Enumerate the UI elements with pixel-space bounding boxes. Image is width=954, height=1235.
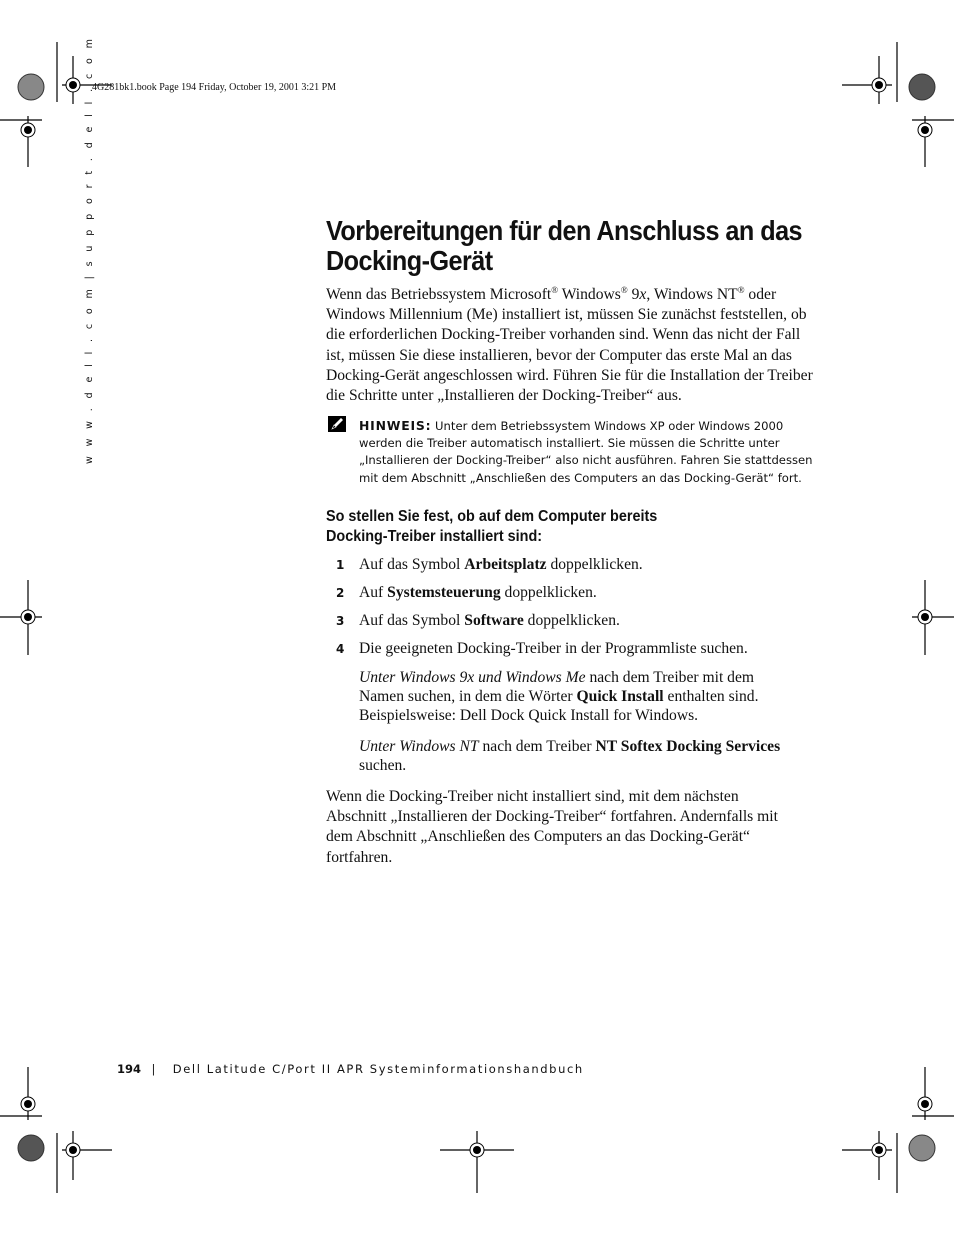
page-number: 194 (117, 1062, 142, 1076)
note-pencil-icon (328, 416, 346, 432)
sidebar-url-text: w w w . d e l l . c o m | s u p p o r t . d e l l . c o m (84, 35, 95, 464)
closing-paragraph: Wenn die Docking-Treiber nicht installiert sind, mit dem nächsten Abschnitt „Installieren der Docking-Treiber“ fortfahren. Andernfalls mit dem Abschnitt „Anschließen des Computers an das Docking-Gerät“ fortfahren. (326, 788, 778, 866)
note-label: HINWEIS: (359, 418, 432, 433)
step-4: 4 Die geeigneten Docking-Treiber in der Programmliste suchen. (336, 640, 748, 657)
step-4-winnt-note: Unter Windows NT nach dem Treiber NT Softex Docking Services suchen. (359, 738, 781, 775)
print-slug: 4G281bk1.book Page 194 Friday, October 19, 2001 3:21 PM (92, 82, 337, 93)
step-3: 3 Auf das Symbol Software doppelklicken. (336, 612, 620, 629)
section-heading: So stellen Sie fest, ob auf dem Computer bereits Docking-Treiber installiert sind: (326, 508, 658, 545)
page-title: Vorbereitungen für den Anschluss an das Docking-Gerät (326, 215, 803, 276)
step-2: 2 Auf Systemsteuerung doppelklicken. (336, 584, 597, 601)
page-footer: 194 | Dell Latitude C/Port II APR Systeminformationshandbuch (117, 1062, 584, 1076)
intro-paragraph: Wenn das Betriebssystem Microsoft® Windows® 9x, Windows NT® oder Windows Millennium (Me) installiert ist, müssen Sie zunächst feststellen, ob die erforderlichen Docking-Treiber vorhanden sind. Wenn das nicht der Fall ist, müssen Sie diese installieren, bevor der Computer das erste Mal an das Docking-Gerät angeschlossen wird. Führen Sie für die Installation der Treiber die Schritte unter „Installieren der Docking-Treiber“ aus. (326, 284, 813, 405)
step-1: 1 Auf das Symbol Arbeitsplatz doppelklicken. (336, 556, 643, 573)
step-4-win9x-note: Unter Windows 9x und Windows Me nach dem Treiber mit dem Namen suchen, in dem die Wörter Quick Install enthalten sind. Beispielsweise: Dell Dock Quick Install for Windows. (359, 669, 759, 725)
book-title: Dell Latitude C/Port II APR Systeminformationshandbuch (172, 1062, 584, 1076)
note-block: HINWEIS: Unter dem Betriebssystem Windows XP oder Windows 2000 werden die Treiber automatisch installiert. Sie müssen die Schritte unter „Installieren der Docking-Treiber“ also nicht ausführen. Fahren Sie stattdessen mit dem Abschnitt „Anschließen des Computers an das Docking-Gerät“ fort. (359, 418, 813, 485)
